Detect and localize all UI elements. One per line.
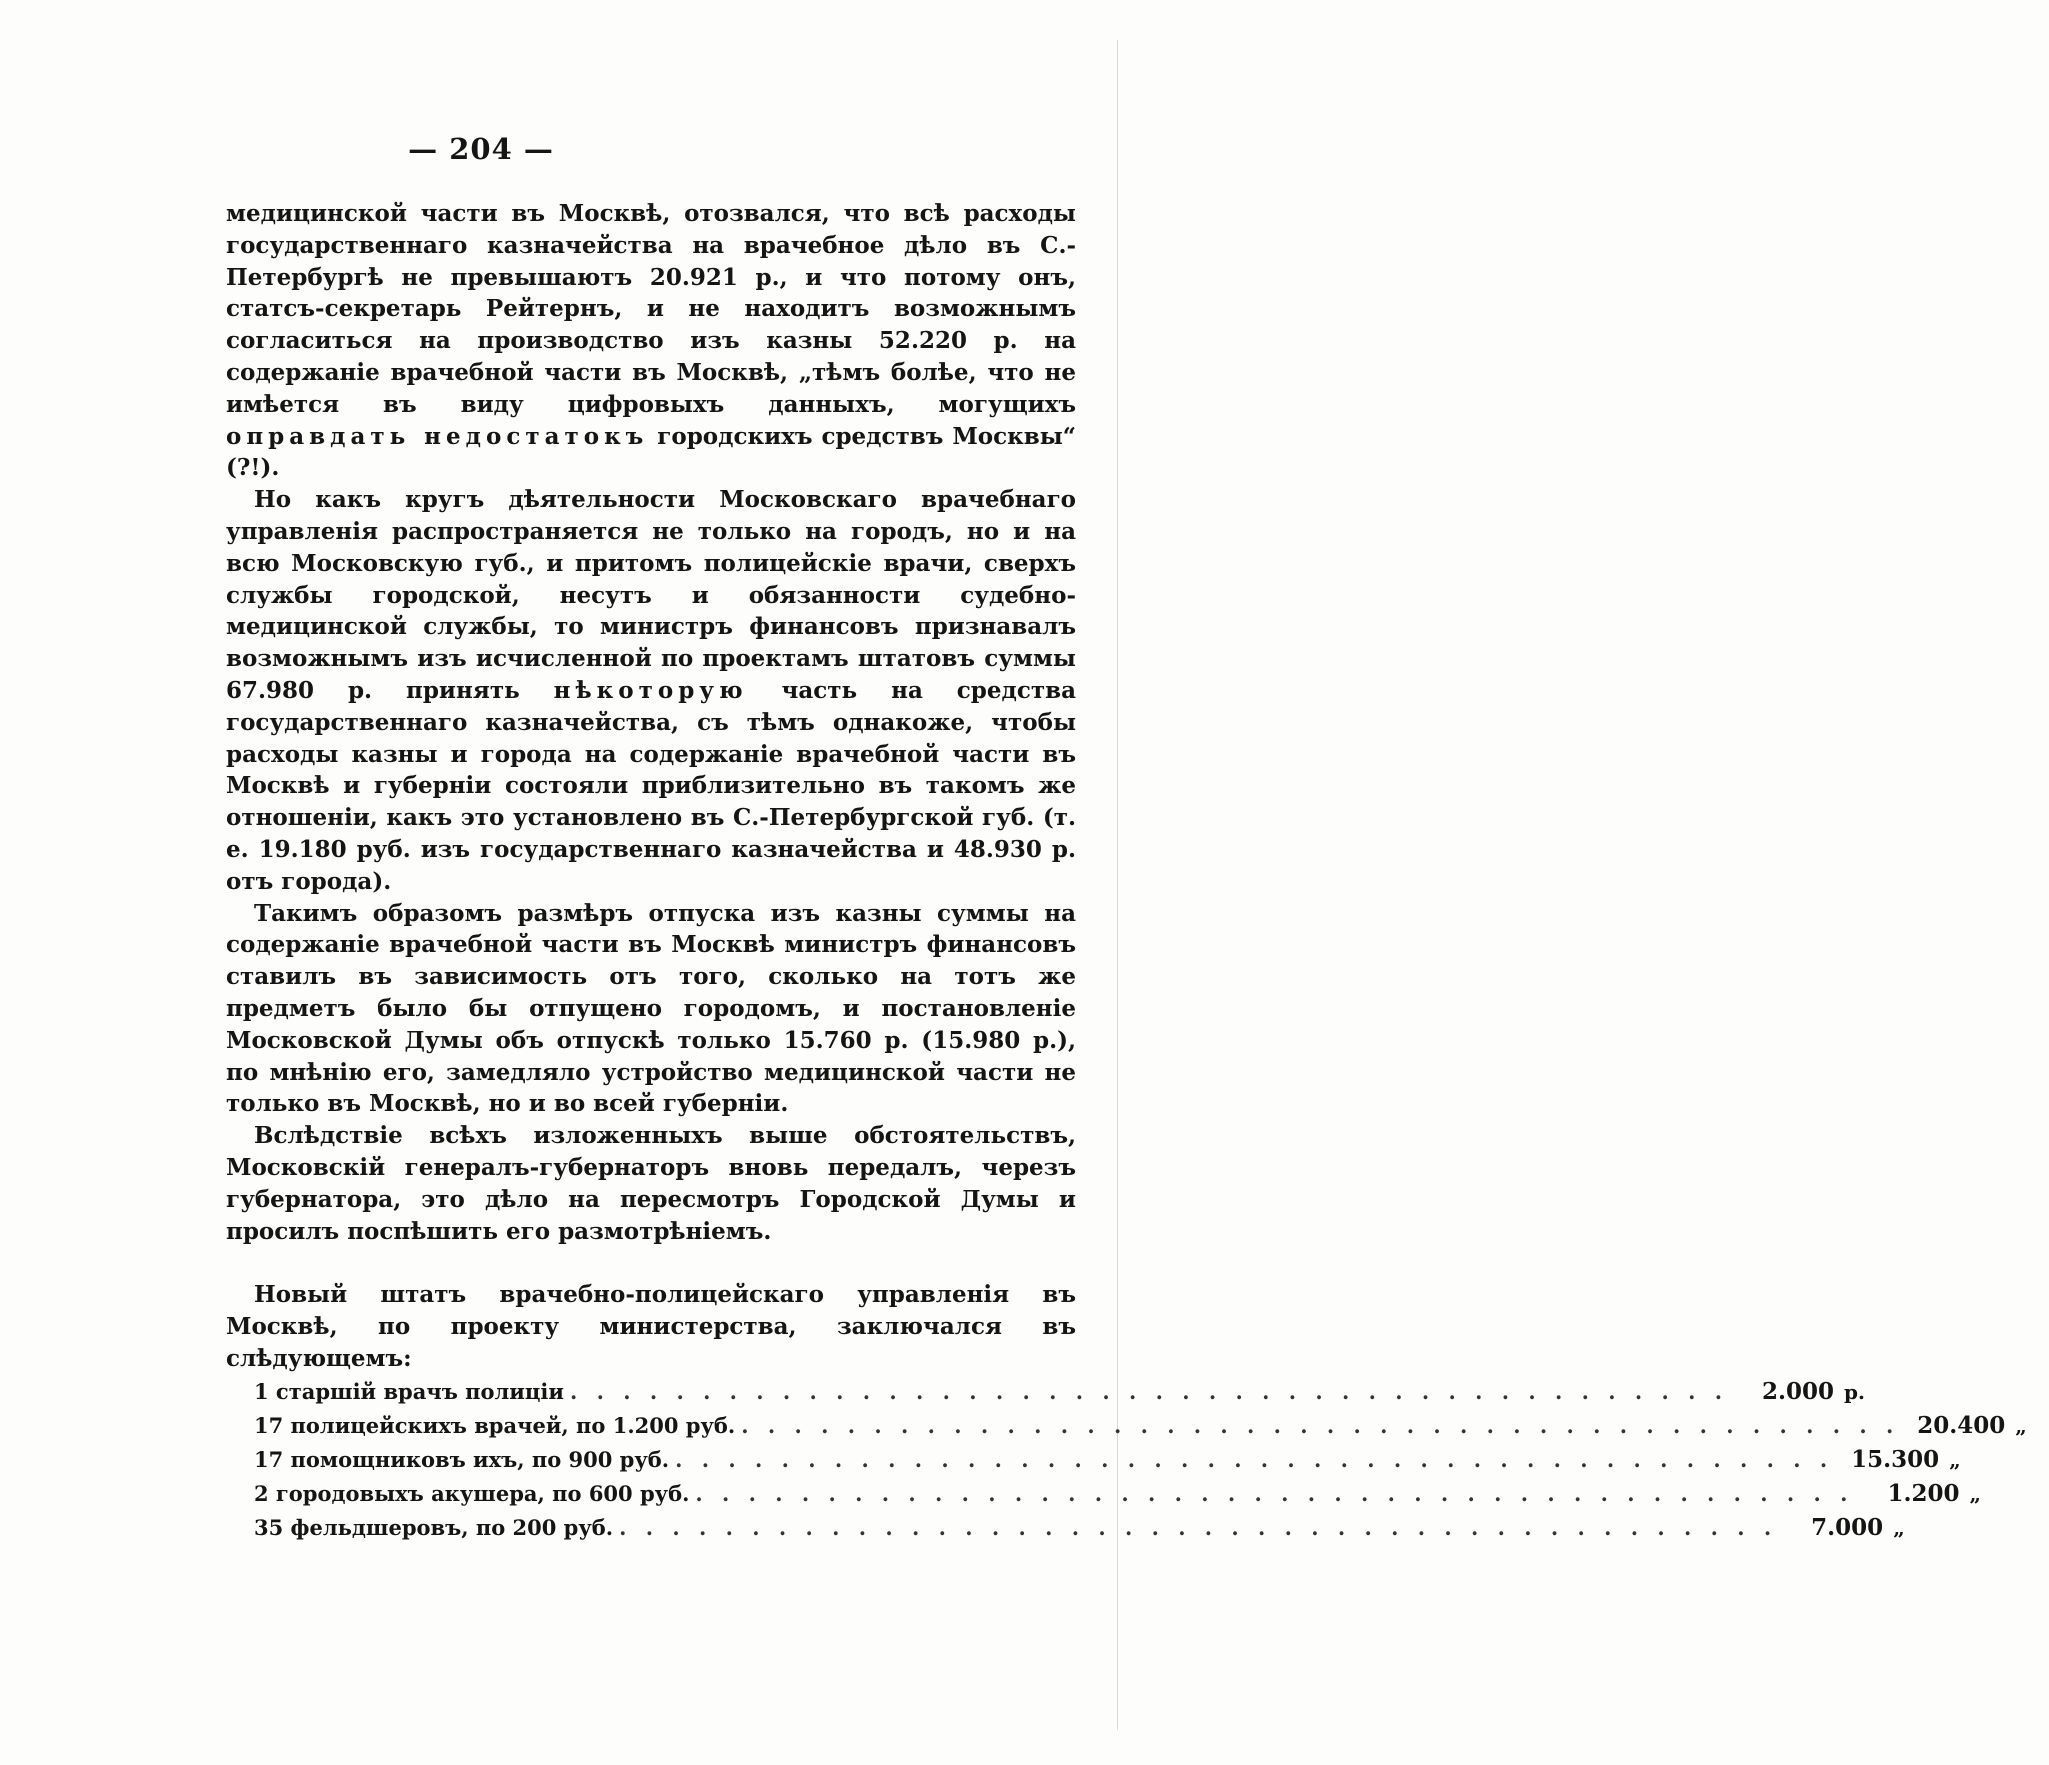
staff-unit: „ (1893, 1516, 1905, 1540)
paragraph-1 (226, 198, 1076, 484)
leader-dots: . . . . . . . . . . . . . . . . . . . . . . . . . . . . . . . . . . . . . . . . . . . . (695, 1481, 1854, 1506)
staff-description: 17 помощниковъ ихъ, по 900 руб. (254, 1447, 670, 1472)
spaced-word-nekotoruyu: нѣкоторую (553, 676, 748, 704)
staff-unit: „ (2015, 1414, 2027, 1438)
staff-description: 17 полицейскихъ врачей, по 1.200 руб. (254, 1413, 736, 1438)
staff-amount: 2.000 (1761, 1378, 1835, 1405)
page-edge-line (1117, 40, 1118, 1730)
leader-dots: . . . . . . . . . . . . . . . . . . . . . . . . . . . . . . . . . . . . . . . . . . . . (619, 1515, 1778, 1540)
staff-description: 1 старшій врачъ полиціи (254, 1379, 564, 1404)
staff-unit: „ (1969, 1482, 1981, 1506)
staff-amount: 15.300 (1851, 1446, 1940, 1473)
paragraph-1-tail: городскихъ средствъ Москвы“ (?!). (226, 422, 1076, 482)
staff-description: 35 фельдшеровъ, по 200 руб. (254, 1515, 614, 1540)
paragraph-4: Вслѣдствіе всѣхъ изложенныхъ выше обстоятельствъ, Московскій генералъ-губернаторъ вновь передалъ, черезъ губернатора, это дѣло на пересмотръ Городской Думы и просилъ поспѣшить его размотрѣніемъ. (226, 1122, 1076, 1245)
body-text (226, 198, 1076, 1375)
paragraph-2-tail: часть на средства государственнаго казначейства, съ тѣмъ однакоже, чтобы расходы казны и города на содержаніе врачебной части въ Москвѣ и губерніи состояли приблизительно въ такомъ же отношеніи, какъ это установлено въ С.-Петербургской губ. (т. е. 19.180 руб. изъ государственнаго казначейства и 48.930 р. отъ города). (226, 676, 1076, 895)
paragraph-2 (226, 484, 1076, 897)
staff-row-feldshers (254, 1514, 1905, 1548)
staff-amount: 1.200 (1887, 1480, 1960, 1507)
staff-description: 2 городовыхъ акушера, по 600 руб. (254, 1481, 690, 1506)
spaced-phrase-opravdat: оправдать недостатокъ (226, 422, 649, 450)
paragraph-2-text: Но какъ кругъ дѣятельности Московскаго врачебнаго управленія распространяется не только на городъ, но и на всю Московскую губ., и притомъ полицейскіе врачи, сверхъ службы городской, несутъ и обязанности судебно-медицинской службы, то министръ финансовъ признавалъ возможнымъ изъ исчисленной по проектамъ штатовъ суммы 67.980 р. принять (226, 486, 1076, 704)
staff-unit: р. (1844, 1380, 1865, 1404)
leader-dots: . . . . . . . . . . . . . . . . . . . . . . . . . . . . . . . . . . . . . . . . . . . . (675, 1447, 1834, 1472)
paragraph-1-text: медицинской части въ Москвѣ, отозвался, что всѣ расходы государственнаго казначейства на врачебное дѣло въ С.-Петербургѣ не превышаютъ 20.921 р., и что потому онъ, статсъ-секретарь Рейтернъ, и не находитъ возможнымъ согласиться на производство изъ казны 52.220 р. на содержаніе врачебной части въ Москвѣ, „тѣмъ болѣе, что не имѣется въ виду цифровыхъ данныхъ, могущихъ (226, 200, 1076, 418)
paragraph-5: Новый штатъ врачебно-полицейскаго управленія въ Москвѣ, по проекту министерства, заключался въ слѣдующемъ: (226, 1281, 1076, 1372)
leader-dots: . . . . . . . . . . . . . . . . . . . . . . . . . . . . . . . . . . . . . . . . . . . . (741, 1413, 1900, 1438)
staff-unit: „ (1949, 1448, 1961, 1472)
staff-row-assistants (254, 1446, 1961, 1480)
page-number: — 204 — (408, 132, 554, 166)
staff-amount: 20.400 (1917, 1412, 2006, 1439)
paragraph-3: Такимъ образомъ размѣръ отпуска изъ казны суммы на содержаніе врачебной части въ Москвѣ министръ финансовъ ставилъ въ зависимость отъ того, сколько на тотъ же предметъ было бы отпущено городомъ, и постановленіе Московской Думы объ отпускѣ только 15.760 р. (15.980 р.), по мнѣнію его, замедляло устройство медицинской части не только въ Москвѣ, но и во всей губерніи. (226, 899, 1076, 1118)
staff-row-obstetricians (254, 1480, 1981, 1514)
staff-table (254, 1378, 2027, 1548)
staff-row-senior-doctor (254, 1378, 1865, 1412)
staff-amount: 7.000 (1811, 1514, 1884, 1541)
leader-dots: . . . . . . . . . . . . . . . . . . . . . . . . . . . . . . . . . . . . . . . . . . . . (569, 1379, 1729, 1404)
staff-row-police-doctors (254, 1412, 2027, 1446)
